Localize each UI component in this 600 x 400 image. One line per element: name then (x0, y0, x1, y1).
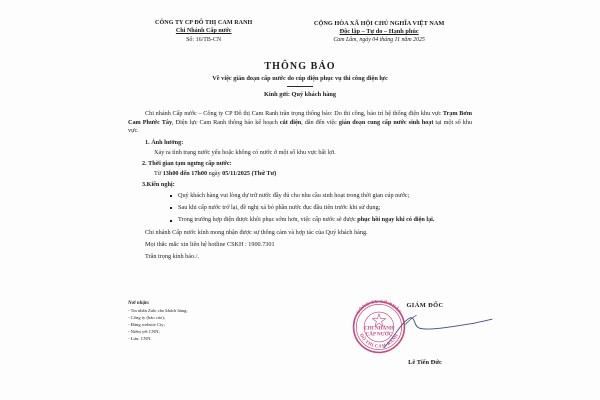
recommendation-1-text: Quý khách hàng vui lòng dự trữ nước đầy đủ cho nhu cầu sinh hoạt trong thời gian cúp nước; (178, 191, 410, 199)
svg-text:ĐÔ THỊ CAM RANH: ĐÔ THỊ CAM RANH (359, 332, 399, 349)
document-header (128, 20, 472, 44)
list-item: - Tin nhắn Zalo cho khách hàng; (128, 308, 188, 313)
recipients-block (128, 300, 278, 342)
svg-text:CẤP NƯỚC: CẤP NƯỚC (365, 331, 393, 338)
divider (287, 86, 313, 87)
intro-text-2: , Điện lực Cam Ranh thông báo kế hoạch (172, 118, 280, 126)
national-heading-block (286, 20, 472, 44)
page-subtitle: Về việc gián đoạn cấp nước do cúp điện phục vụ thi công điện lực (212, 75, 388, 83)
intro-emphasis-station: Trạm Bơm Cam Phước Tây (128, 109, 472, 126)
section-2-heading (128, 160, 472, 169)
issuing-organization-block (128, 20, 279, 44)
recommendation-3-text: Trong trường hợp điện được khôi phục sớm hơn, việc cấp nước sẽ được (178, 216, 358, 224)
outage-date: 05/11/2025 (Thứ Tư) (222, 169, 277, 177)
intro-emphasis-interruption: gián đoạn cung cấp nước sinh hoạt (338, 118, 434, 126)
list-item (170, 192, 472, 201)
document-footer (128, 300, 500, 366)
list-item (170, 204, 472, 213)
closing-regards: Trân trọng kính báo./. (145, 252, 199, 260)
svg-text:CÔNG TY CỔ PHẦN: CÔNG TY CỔ PHẦN (355, 298, 403, 315)
list-item (170, 216, 472, 225)
outage-middle: ngày (207, 169, 223, 177)
recommendation-2-text: Sau khi cấp nước trở lại, đề nghị xả bỏ phần nước đục đầu tiên trước khi sử dụng; (178, 204, 381, 212)
outage-prefix: Từ (154, 169, 163, 177)
closing-hotline: Mọi thắc mắc xin liên hệ hotline CSKH : 1900.7301 (145, 240, 275, 248)
place-and-date: Cam Lâm, ngày 04 tháng 11 năm 2025 (333, 37, 425, 44)
list-item: - Niêm yết CNN; (128, 328, 160, 334)
section-1-content: Xảy ra tình trạng nước yếu hoặc không có nước ở một số khu vực bất lợi. (154, 148, 336, 156)
document-number: Số: 16/TB-CN (186, 36, 222, 43)
organization-branch: Chi Nhánh Cấp nước (175, 28, 232, 35)
recommendation-list (128, 192, 472, 225)
intro-text-4: tại một số khu vực. (128, 118, 473, 135)
section-3-heading (128, 181, 472, 190)
outage-time-range: 13h00 đến 17h00 (162, 169, 208, 177)
section-2-content (128, 170, 472, 179)
intro-emphasis-poweroff: cắt điện (279, 118, 302, 126)
national-motto: Độc lập – Tự do – Hạnh phúc (339, 28, 419, 36)
recommendation-3-emphasis: phục hồi ngay khi có điện lại. (357, 216, 435, 224)
intro-text-3: , dẫn đến việc (301, 118, 339, 126)
intro-text-1: Chi nhánh Cấp nước – Công ty CP Đô thị Cam Ranh trân trọng thông báo: Do thi công, bảo trì hệ thống điện khu vực (145, 109, 443, 117)
section-1-number: 1. (145, 138, 150, 146)
closing-block (128, 229, 472, 261)
national-title: CỘNG HÒA XÃ HỘI CHỦ NGHĨA VIỆT NAM (313, 20, 445, 27)
signatory-title: GIÁM ĐỐC (406, 302, 444, 309)
list-item: - Đăng website Cty; (128, 321, 165, 327)
recipients-title: Nơi nhận: (128, 301, 150, 306)
closing-thanks: Chi nhánh Cấp nước kính mong nhận được sự thông cảm và hợp tác của Quý khách hàng. (145, 229, 368, 237)
section-2-number: 2. (142, 159, 147, 167)
svg-text:CHI NHÁNH: CHI NHÁNH (364, 325, 394, 332)
section-2-label: Thời gian tạm ngưng cấp nước: (148, 159, 232, 167)
section-1-label: Ảnh hưởng: (151, 138, 184, 146)
section-3-number: 3. (142, 180, 147, 188)
recipients-list (128, 308, 278, 342)
organization-name: CÔNG TY CP ĐÔ THỊ CAM RANH (155, 20, 253, 26)
signature-block (350, 300, 500, 366)
addressee-line: Kính gửi: Quý khách hàng (263, 90, 337, 98)
section-1-heading (128, 139, 472, 148)
title-block (128, 61, 472, 87)
intro-paragraph (128, 110, 472, 136)
signatory-name: Lê Tiến Đức (408, 359, 442, 366)
page-title: THÔNG BÁO (264, 61, 336, 73)
list-item: - Lưu: CNN. (128, 335, 152, 341)
document-body (128, 110, 472, 262)
list-item: - Công ty (báo cáo); (128, 314, 165, 320)
section-3-label: Kiến nghị: (146, 180, 175, 188)
